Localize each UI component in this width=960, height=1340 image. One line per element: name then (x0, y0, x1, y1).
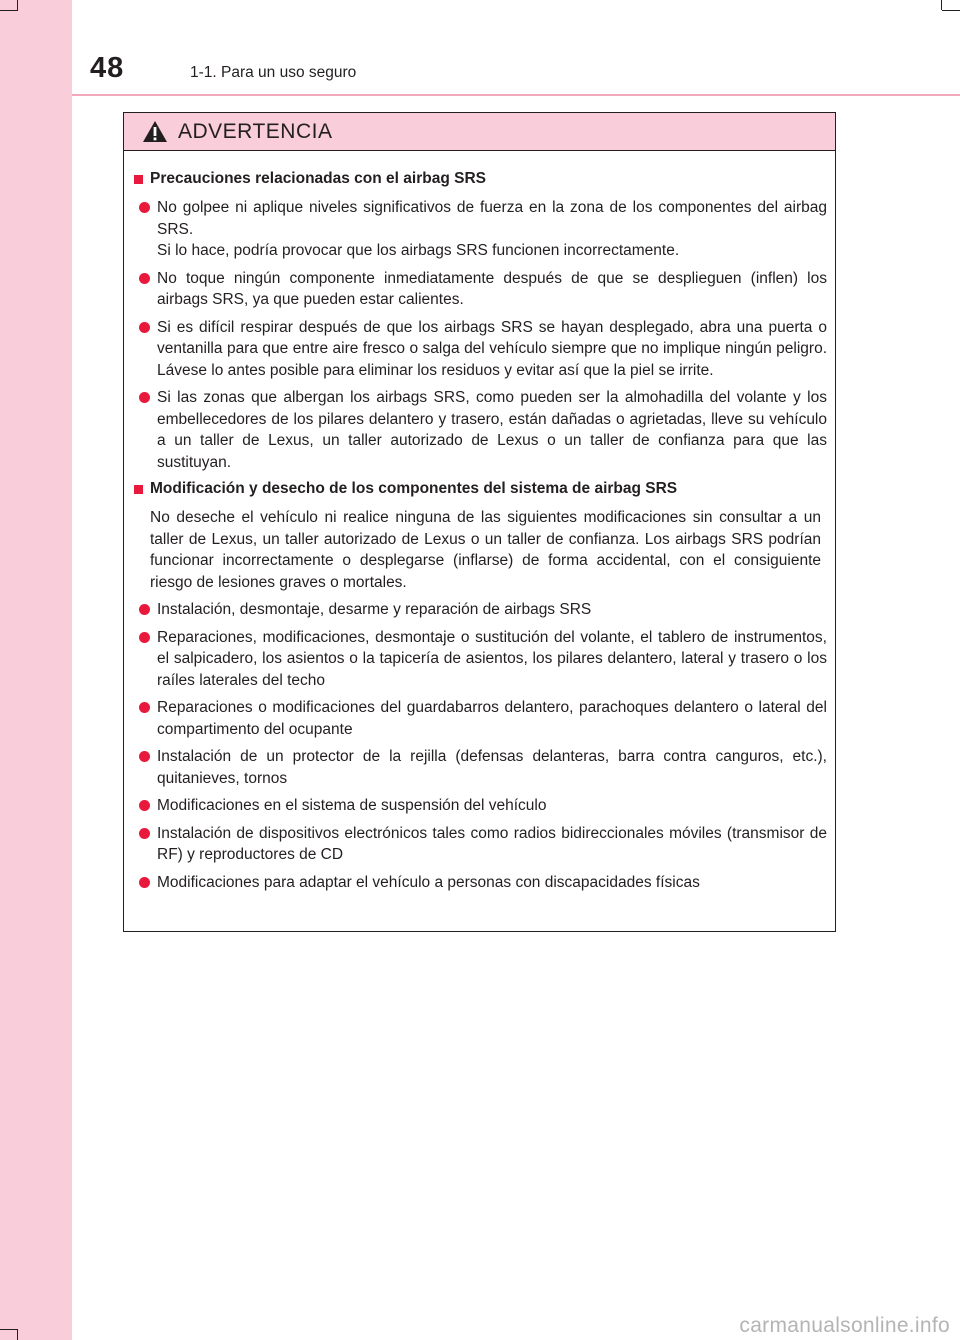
warning-title: ADVERTENCIA (178, 119, 333, 143)
round-bullet-icon (139, 604, 150, 615)
page-number: 48 (90, 52, 125, 84)
warning-box (123, 112, 836, 932)
square-bullet-icon (134, 485, 143, 494)
bullet-line: Reparaciones, modificaciones, desmontaje o sustitución del volante, el tablero de instrumentos, el salpicadero, los asientos o la tapicería de asientos, los pilares delantero, lateral y trasero o los raíles laterales del techo (157, 628, 827, 689)
watermark: carmanualsonline.info (739, 1314, 950, 1337)
bullet-text (157, 627, 827, 692)
bullet-line: Instalación de dispositivos electrónicos tales como radios bidireccionales móviles (transmisor de RF) y reproductores de CD (157, 824, 827, 863)
bullet-line: Si es difícil respirar después de que los airbags SRS se hayan desplegado, abra una puerta o ventanilla para que entre aire fresco o salga del vehículo siempre que no implique ningún peligro. Lávese lo antes posible para eliminar los residuos y evitar así que la piel se irrite. (157, 318, 827, 379)
crop-mark (942, 10, 960, 11)
bullet-item (139, 823, 827, 866)
header-rule (72, 94, 960, 96)
crop-mark (0, 10, 18, 11)
crop-mark (0, 1329, 18, 1330)
bullet-item (139, 872, 827, 894)
round-bullet-icon (139, 702, 150, 713)
bullet-item (139, 387, 827, 473)
bullet-line: Si las zonas que albergan los airbags SRS, como pueden ser la almohadilla del volante y los embellecedores de los pilares delantero y trasero, están dañadas o agrietadas, lleve su vehículo a un taller de Lexus, un taller autorizado de Lexus o un taller de confianza para que las sustituyan. (157, 389, 827, 471)
section-intro: No deseche el vehículo ni realice ninguna de las siguientes modificaciones sin consultar a un taller de Lexus, un taller autorizado de Lexus o un taller de confianza. Los airbags SRS podrían funcionar incorrectamente o desplegarse (inflarse) de forma accidental, con el consiguiente riesgo de lesiones graves o mortales. (150, 509, 821, 591)
crop-mark (17, 0, 18, 10)
bullet-item (139, 746, 827, 789)
bullet-item (139, 599, 827, 621)
warning-triangle-icon (142, 120, 168, 143)
bullet-line: No golpee ni aplique niveles significativos de fuerza en la zona de los componentes del airbag SRS. (157, 199, 827, 238)
bullet-item (139, 197, 827, 262)
section-heading (132, 169, 827, 189)
bullet-line: Si lo hace, podría provocar que los airbags SRS funcionen incorrectamente. (157, 242, 680, 259)
round-bullet-icon (139, 751, 150, 762)
bullet-text (157, 268, 827, 311)
round-bullet-icon (139, 877, 150, 888)
bullet-text (157, 795, 827, 817)
bullet-line: Modificaciones en el sistema de suspensión del vehículo (157, 797, 547, 814)
bullet-line: Reparaciones o modificaciones del guardabarros delantero, parachoques delantero o lateral del compartimento del ocupante (157, 699, 827, 738)
bullet-text (157, 599, 827, 621)
bullet-item (139, 317, 827, 382)
section-heading (132, 479, 827, 499)
round-bullet-icon (139, 828, 150, 839)
warning-header (124, 113, 835, 151)
round-bullet-icon (139, 800, 150, 811)
bullet-text (157, 872, 827, 894)
round-bullet-icon (139, 392, 150, 403)
warning-body (124, 151, 835, 893)
bullet-line: Instalación, desmontaje, desarme y reparación de airbags SRS (157, 601, 592, 618)
bullet-text (157, 823, 827, 866)
section-heading-text: Precauciones relacionadas con el airbag SRS (150, 170, 486, 187)
side-tab-band (0, 0, 72, 1340)
bullet-item (139, 627, 827, 692)
crop-mark (941, 0, 942, 10)
bullet-item (139, 697, 827, 740)
bullet-text (157, 197, 827, 262)
bullet-item (139, 268, 827, 311)
bullet-text (157, 746, 827, 789)
section-heading-text: Modificación y desecho de los componentes del sistema de airbag SRS (150, 480, 678, 497)
bullet-line: No toque ningún componente inmediatamente después de que se desplieguen (inflen) los airbags SRS, ya que pueden estar calientes. (157, 269, 827, 308)
round-bullet-icon (139, 273, 150, 284)
bullet-line: Instalación de un protector de la rejilla (defensas delanteras, barra contra canguros, etc.), quitanieves, tornos (157, 748, 827, 787)
bullet-text (157, 387, 827, 473)
square-bullet-icon (134, 175, 143, 184)
bullet-line: Modificaciones para adaptar el vehículo a personas con discapacidades físicas (157, 873, 700, 891)
round-bullet-icon (139, 632, 150, 643)
round-bullet-icon (139, 322, 150, 333)
section-title: 1-1. Para un uso seguro (190, 64, 357, 81)
bullet-text (157, 697, 827, 740)
crop-mark (17, 1330, 18, 1340)
bullet-text (157, 317, 827, 382)
bullet-item (139, 795, 827, 817)
round-bullet-icon (139, 202, 150, 213)
